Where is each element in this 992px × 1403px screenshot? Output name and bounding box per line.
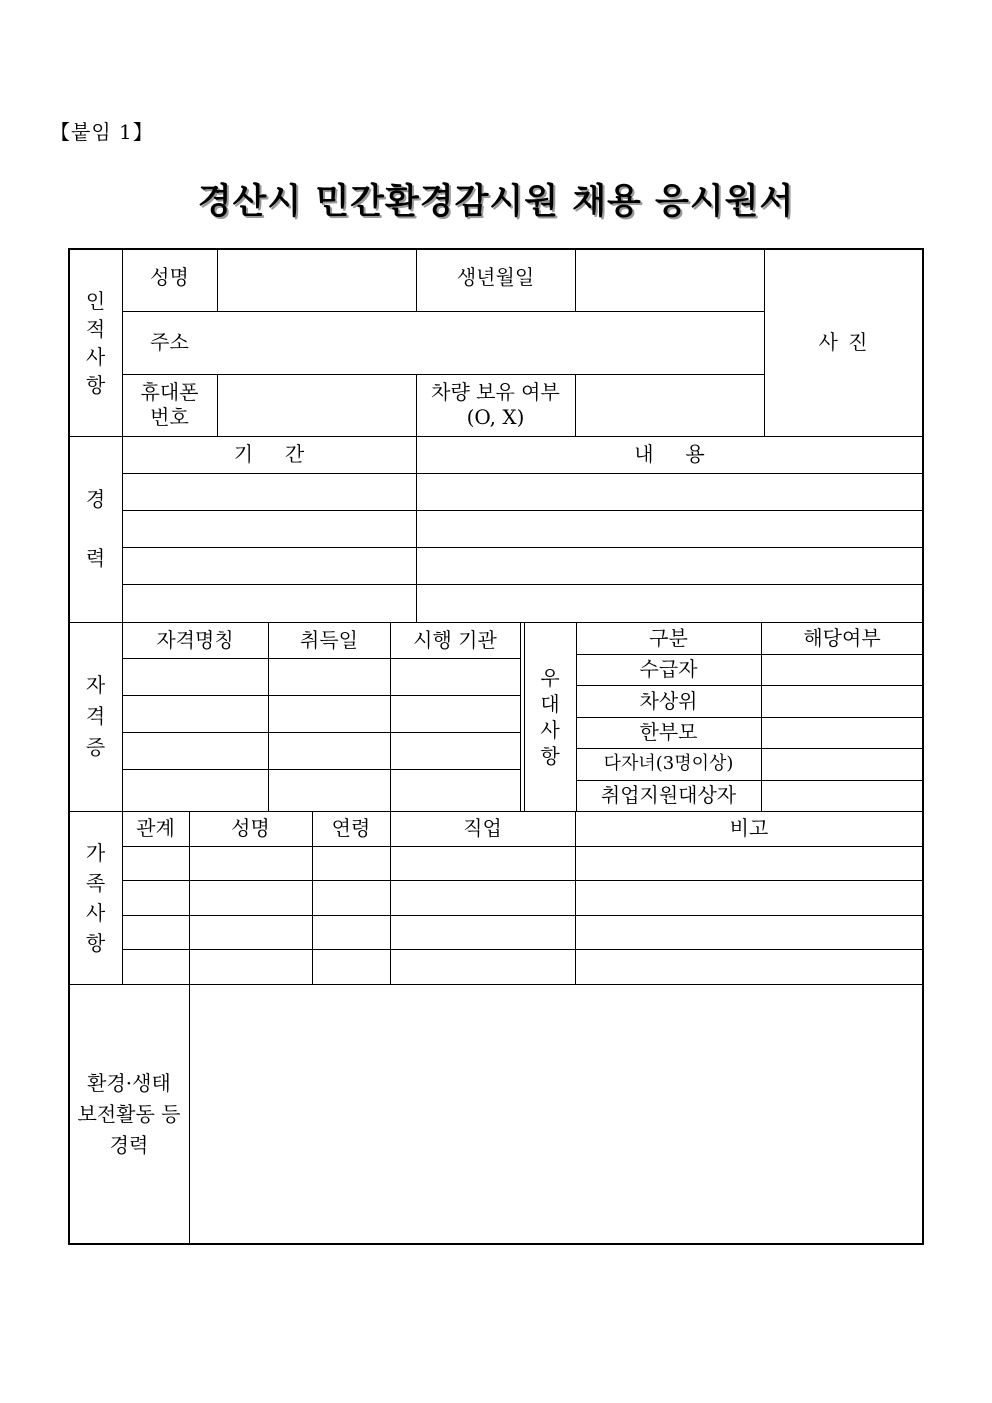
attachment-label: 【붙임 1】 <box>50 120 154 144</box>
vehicle-field[interactable] <box>576 375 764 436</box>
divider <box>122 769 520 770</box>
section-char: 항 <box>85 930 106 955</box>
preference-section-label <box>524 622 576 811</box>
career-content-header: 내 용 <box>634 442 705 466</box>
address-label: 주소 <box>150 330 189 354</box>
license-date-header: 취득일 <box>300 627 358 652</box>
section-char: 인 <box>85 288 106 313</box>
section-char: 자 <box>85 673 106 697</box>
section-char: 사 <box>540 717 560 742</box>
career-section-label <box>69 436 122 622</box>
family-age-header: 연령 <box>331 816 371 840</box>
divider <box>122 846 923 847</box>
section-char: 경 <box>85 487 106 511</box>
form-title: 경산시 민간환경감시원 채용 응시원서 <box>197 182 795 222</box>
personal-section-label <box>69 249 122 436</box>
preference-row-label: 한부모 <box>639 720 698 744</box>
section-char: 항 <box>85 372 106 397</box>
section-char: 사 <box>85 344 106 369</box>
divider <box>122 949 923 950</box>
divider <box>520 622 521 811</box>
preference-row-label: 차상위 <box>639 688 698 713</box>
preference-row-label: 다자녀(3명이상) <box>603 752 734 774</box>
eco-career-label: 환경·생태 보전활동 등 경력 <box>77 1070 181 1157</box>
preference-row-label: 취업지원대상자 <box>600 783 737 807</box>
divider <box>122 473 923 474</box>
birth-label: 생년월일 <box>456 265 535 289</box>
divider <box>122 547 923 548</box>
phone-label: 휴대폰 번호 <box>140 380 199 429</box>
phone-field[interactable] <box>218 375 416 436</box>
name-field[interactable] <box>218 250 416 311</box>
divider <box>122 695 520 696</box>
section-char: 족 <box>85 870 106 895</box>
section-char: 력 <box>85 546 106 570</box>
family-note-header: 비고 <box>729 816 769 840</box>
section-char: 사 <box>85 900 106 925</box>
section-char: 가 <box>85 840 106 865</box>
divider <box>122 658 520 659</box>
family-relation-header: 관계 <box>136 816 175 840</box>
eco-career-field[interactable] <box>190 985 923 1244</box>
section-char: 증 <box>85 735 106 759</box>
address-field[interactable] <box>218 312 764 374</box>
preference-applicable-header: 해당여부 <box>803 625 881 650</box>
divider <box>122 880 923 881</box>
section-char: 항 <box>540 743 560 768</box>
license-section-label <box>69 622 122 811</box>
family-name-header: 성명 <box>231 816 270 840</box>
license-org-header: 시행 기관 <box>413 627 497 652</box>
family-section-label <box>69 811 122 984</box>
divider <box>122 584 923 585</box>
license-name-header: 자격명칭 <box>156 627 234 652</box>
section-char: 격 <box>85 704 106 728</box>
name-label: 성명 <box>150 265 189 289</box>
section-char: 우 <box>540 665 560 690</box>
family-job-header: 직업 <box>463 816 502 840</box>
birth-field[interactable] <box>576 250 764 311</box>
vehicle-label: 차량 보유 여부 (O, X) <box>431 380 560 429</box>
preference-row-label: 수급자 <box>639 657 698 681</box>
divider <box>122 732 520 733</box>
section-char: 대 <box>540 691 560 716</box>
photo-area[interactable]: 사 진 <box>818 330 870 354</box>
divider <box>122 510 923 511</box>
preference-category-header: 구분 <box>649 625 688 650</box>
section-char: 적 <box>85 316 106 341</box>
divider <box>122 915 923 916</box>
career-period-header: 기 간 <box>233 442 305 466</box>
